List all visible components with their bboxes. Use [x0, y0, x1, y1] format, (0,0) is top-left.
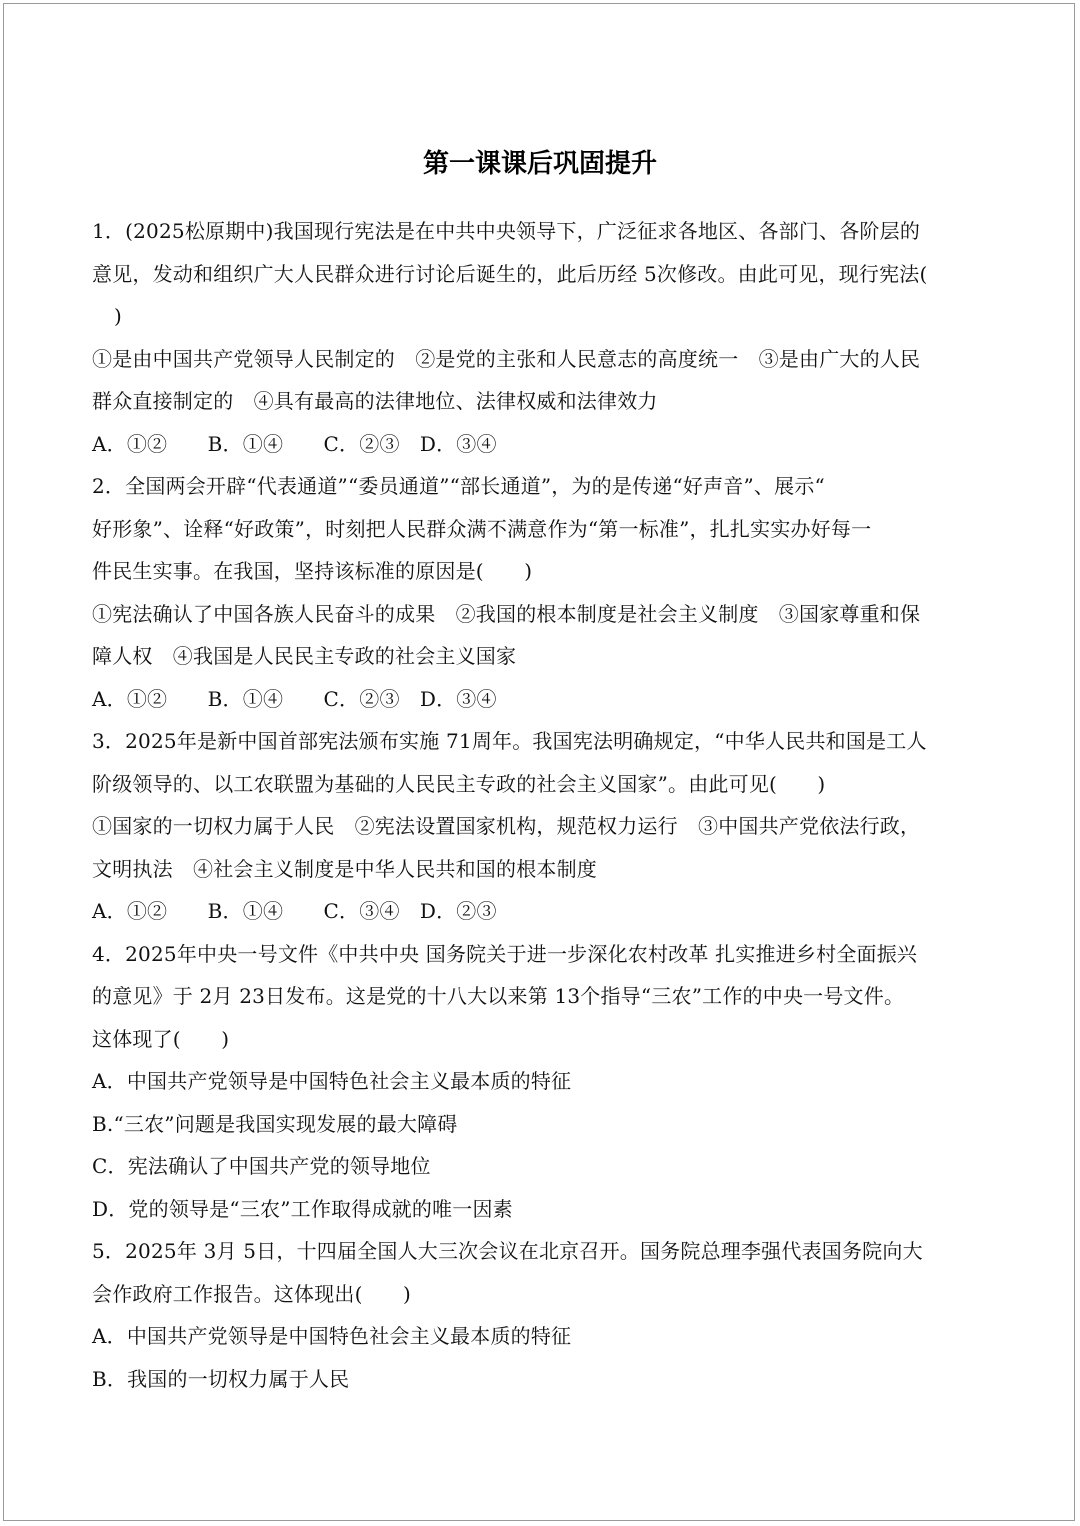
q2-choices: A．①② B．①④ C．②③ D．③④	[92, 686, 497, 711]
q1-statements-line-2: 群众直接制定的 ④具有最高的法律地位、法律权威和法律效力	[92, 389, 658, 413]
page-title: 第一课课后巩固提升	[422, 149, 657, 179]
q1-stem-line-2: 意见，发动和组织广大人民群众进行讨论后诞生的，此后历经 5次修改。由此可见，现行宪法(	[92, 261, 928, 286]
q1-stem-line-1: 1．(2025松原期中)我国现行宪法是在中共中央领导下，广泛征求各地区、各部门、各阶层的	[92, 219, 921, 243]
q2-stem-line-2: 好形象”、诠释“好政策”，时刻把人民群众满不满意作为“第一标准”，扎扎实实办好每一	[92, 516, 872, 541]
q3-statements-line-2: 文明执法 ④社会主义制度是中华人民共和国的根本制度	[92, 856, 597, 881]
document-page	[3, 3, 1075, 1521]
q2-statements-line-1: ①宪法确认了中国各族人民奋斗的成果 ②我国的根本制度是社会主义制度 ③国家尊重和保	[92, 601, 921, 626]
q3-choices: A．①② B．①④ C．③④ D．②③	[92, 899, 497, 923]
q5-stem-line-1: 5．2025年 3月 5日，十四届全国人大三次会议在北京召开。国务院总理李强代表国务院向大	[92, 1239, 923, 1263]
q5-option-a: A．中国共产党领导是中国特色社会主义最本质的特征	[92, 1324, 572, 1348]
q4-stem-line-2: 的意见》于 2月 23日发布。这是党的十八大以来第 13个指导“三农”工作的中央一号文件。	[92, 984, 905, 1008]
q4-option-d: D．党的领导是“三农”工作取得成就的唯一因素	[92, 1196, 513, 1221]
q3-stem-line-2: 阶级领导的、以工农联盟为基础的人民民主专政的社会主义国家”。由此可见( )	[92, 771, 826, 796]
q1-stem-line-3: )	[114, 304, 123, 328]
q3-statements-line-1: ①国家的一切权力属于人民 ②宪法设置国家机构，规范权力运行 ③中国共产党依法行政，	[92, 814, 921, 838]
document-body	[92, 210, 992, 1400]
q5-option-b: B．我国的一切权力属于人民	[92, 1366, 350, 1391]
q5-stem-line-2: 会作政府工作报告。这体现出( )	[92, 1281, 412, 1306]
q4-option-c: C．宪法确认了中国共产党的领导地位	[92, 1154, 431, 1178]
q3-stem-line-1: 3．2025年是新中国首部宪法颁布实施 71周年。我国宪法明确规定，“中华人民共和国是工人	[92, 729, 927, 753]
q4-stem-line-1: 4．2025年中央一号文件《中共中央 国务院关于进一步深化农村改革 扎实推进乡村全面振兴	[92, 941, 918, 966]
q4-option-b: B.“三农”问题是我国实现发展的最大障碍	[92, 1111, 458, 1136]
q2-stem-line-1: 2．全国两会开辟“代表通道”“委员通道”“部长通道”，为的是传递“好声音”、展示“	[92, 474, 825, 498]
q2-statements-line-2: 障人权 ④我国是人民民主专政的社会主义国家	[92, 644, 517, 668]
q4-option-a: A．中国共产党领导是中国特色社会主义最本质的特征	[92, 1069, 572, 1093]
q4-stem-line-3: 这体现了( )	[92, 1026, 230, 1051]
q1-choices: A．①② B．①④ C．②③ D．③④	[92, 431, 497, 456]
q1-statements-line-1: ①是由中国共产党领导人民制定的 ②是党的主张和人民意志的高度统一 ③是由广大的人民	[92, 346, 921, 371]
q2-stem-line-3: 件民生实事。在我国，坚持该标准的原因是( )	[92, 559, 533, 583]
